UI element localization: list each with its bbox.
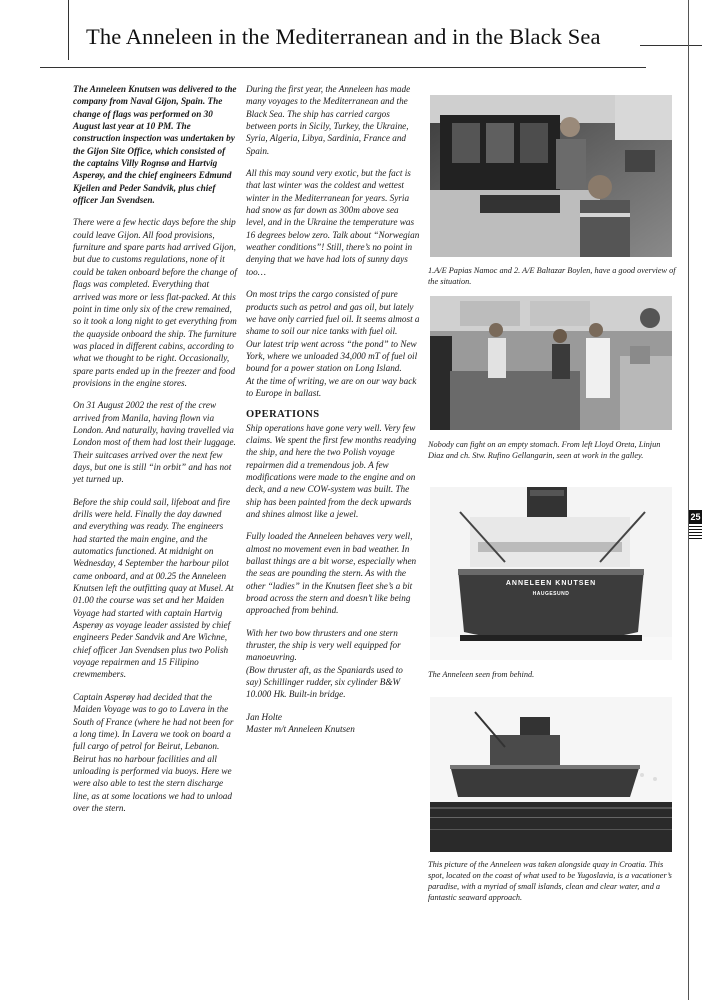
paragraph: Our latest trip went across “the pond” to New York, where we unloaded 34,000 mT of fuel oil bound for a power station on Long Island. <box>246 338 418 374</box>
paragraph: (Bow thruster aft, as the Spaniards used to say) Schillinger rudder, six cylinder B&W 10.000 Hk. Built-in bridge. <box>246 664 403 700</box>
photo-caption: This picture of the Anneleen was taken alongside quay in Croatia. This spot, located on the coast of what used to be Yugoslavia, is a vacationer’s paradise, with a myriad of small islands, clean and clear water, and a fantastic seaward approach. <box>428 860 672 902</box>
page-number: 25 <box>690 512 701 522</box>
photo-galley <box>430 296 672 430</box>
paragraph: With her two bow thrusters and one stern thruster, the ship is very well equipped for manoeuvring. <box>246 627 401 663</box>
paragraph: Fully loaded the Anneleen behaves very well, almost no movement even in bad weather. In ballast things are a bit worse, especially when the seas are pounding the stern. As with the other “ladies” in the Knutsen fleet she’s a bit broad across the stern and doesn’t like being approached from behind. <box>246 531 417 616</box>
paragraph: Ship operations have gone very well. Very few claims. We spent the first few months readying the ship, and here the two Polish voyage repairmen did a tremendous job. A few modifications were made to the engine and on deck, and a new COW-system was built. The ship has been painted from the deck upwards and shines almost like a jewel. <box>246 422 417 519</box>
paragraph: On 31 August 2002 the rest of the crew arrived from Manila, having flown via London. And naturally, having travelled via London most of them had lost their luggage. Their suitcases arrived over the next few days, but one is still “in orbit” and has not yet turned up. <box>73 400 236 485</box>
photo-caption: The Anneleen seen from behind. <box>428 670 535 679</box>
article-column-2 <box>246 83 420 736</box>
left-margin-rule <box>68 0 69 60</box>
paragraph: During the first year, the Anneleen has made many voyages to the Mediterranean and the Black Sea. The ship has carried cargos between ports in Sicily, Turkey, the Ukraine, Syria, Algeria, Libya, Sardinia, France and Spain. <box>246 84 411 156</box>
section-heading-operations: OPERATIONS <box>246 409 320 421</box>
page-title: The Anneleen in the Mediterranean and in the Black Sea <box>86 24 601 49</box>
photo-caption: 1.A/E Papias Namoc and 2. A/E Baltazar Boylen, have a good overview of the situation. <box>428 266 676 286</box>
title-underline <box>40 67 646 68</box>
signature-name: Jan Holte <box>246 711 282 722</box>
photo-engine-control-room <box>430 95 672 257</box>
paragraph: At the time of writing, we are on our way back to Europe in ballast. <box>246 375 417 398</box>
paragraph: There were a few hectic days before the ship could leave Gijon. All food provisions, furniture and spare parts had arrived Gijon, but due to customs regulations, none of it could be taken onboard before the change of flags was completed. Everything that arrived was more or less flat-packed. At this point in time only six of the crew remained, so it took a long night to get everything from the quayside onboard the ship. The furniture was placed in different cabins, according to what we thought to be right. Occasionally, spare parts ended up in the freezer and food provisions in the engine stores. <box>73 217 237 388</box>
ship-stern-name: ANNELEEN KNUTSEN <box>505 580 597 587</box>
ship-stern-port: HAUGESUND <box>532 591 570 597</box>
paragraph: Captain Asperøy had decided that the Maiden Voyage was to go to Lavera in the South of France (where he had not been for a long time). In Lavera we took on board a full cargo of petrol for Beirut, Lebanon. Beirut has no harbour facilities and all unloading is performed via buoys. Here we were also able to test the stern discharge line, as at some locations we had to unload over the stern. <box>73 691 234 813</box>
photo-ship-at-quay <box>430 697 672 852</box>
paragraph: On most trips the cargo consisted of pure products such as petrol and gas oil, but lately we have only carried fuel oil. It seems almost a shame to soil our nice tanks with fuel oil. <box>246 289 420 337</box>
top-right-rule <box>640 45 702 46</box>
right-edge-rule <box>688 0 689 1000</box>
photo-ship-stern <box>430 487 672 660</box>
signature-title: Master m/t Anneleen Knutsen <box>246 724 355 735</box>
paragraph: All this may sound very exotic, but the fact is that last winter was the coldest and wettest winter in the Mediterranean for years. Syria had snow as far down as 300m above sea level, and in the Ukraine the temperature was 16 degrees below zero. Talk about “Norwegian weather conditions”! Still, there’s no point in denying that we have had lots of sunny days too… <box>246 168 420 277</box>
article-column-1 <box>73 83 237 824</box>
photo-caption: Nobody can fight on an empty stomach. From left Lloyd Oreta, Linjun Diaz and ch. Stw. Rufino Gellangarin, seen at work in the galley. <box>428 440 661 460</box>
page-edge-marks <box>689 526 702 541</box>
paragraph: Before the ship could sail, lifeboat and fire drills were held. Finally the day dawned and everything was ready. The engineers had started the main engine, and the automatics functioned. At midnight on Wednesday, 4 September the harbour pilot came onboard, and at 00.25 the Anneleen Knutsen left the outfitting quay at Musel. At 01.00 the course was set and her Maiden Voyage had started with captain Hartvig Asperøy as voyage leader assisted by chief engineers Peder Sandvik and Are Wichne, chief officer Jan Svendsen plus two Polish voyage repairmen and 15 Filipino crewmembers. <box>73 496 234 680</box>
lead-paragraph: The Anneleen Knutsen was delivered to the company from Naval Gijon, Spain. The change of flags was performed on 30 August last year at 10 PM. The construction inspection was undertaken by the Gijon Site Office, which consisted of the captains Villy Rognsø and Hartvig Asperøy, and the chief engineers Edmund Kjeilen and Peder Sandvik, plus chief officer Jan Svendsen. <box>73 84 237 206</box>
